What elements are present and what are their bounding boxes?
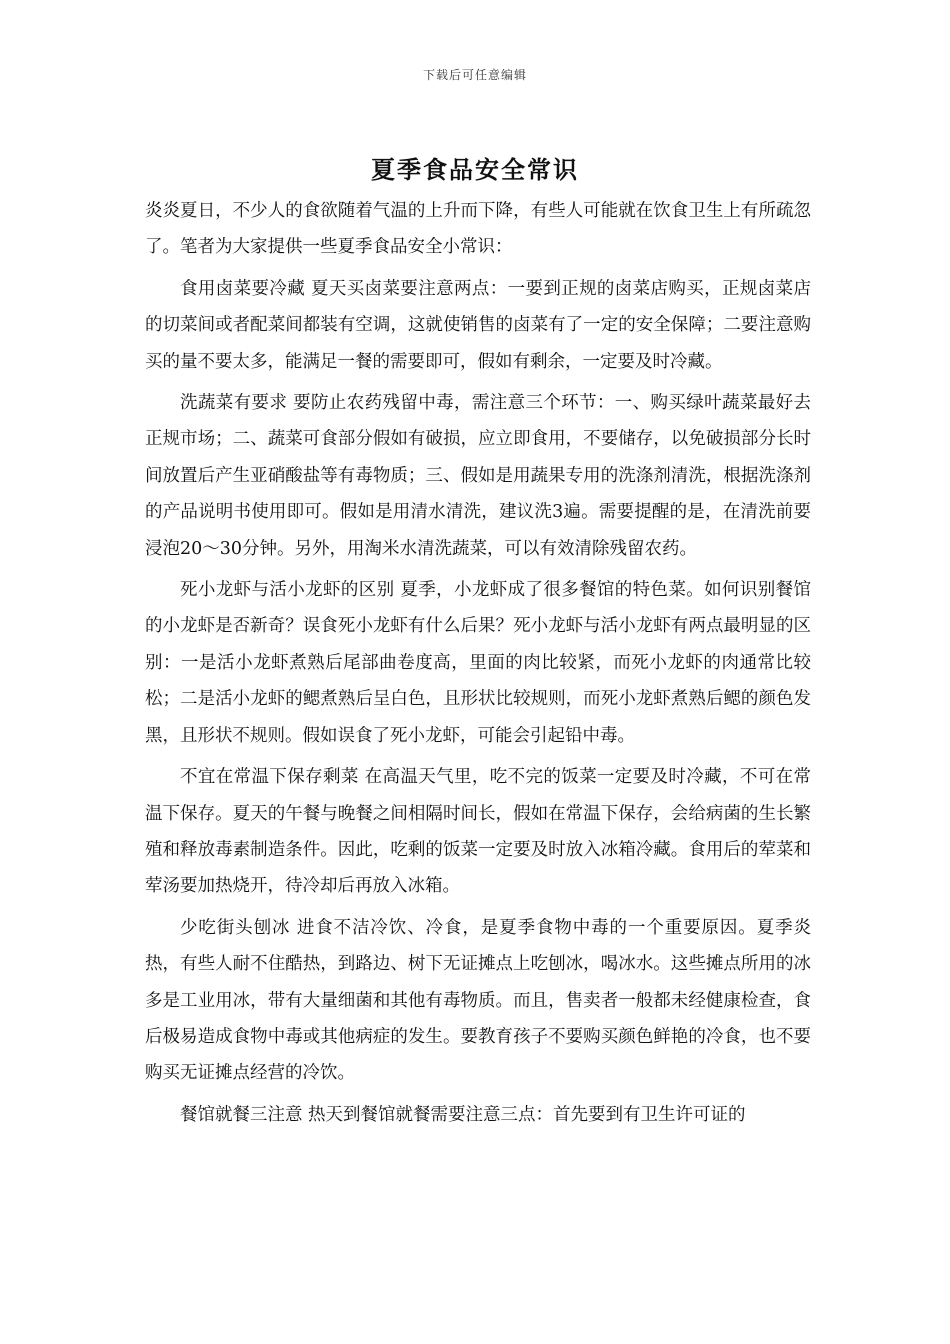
paragraph-intro: 炎炎夏日，不少人的食欲随着气温的上升而下降，有些人可能就在饮食卫生上有所疏忽了。笔者为大家提供一些夏季食品安全小常识：: [145, 201, 811, 258]
paragraph-shaved-ice: 少吃街头刨冰 进食不洁冷饮、冷食，是夏季食物中毒的一个重要原因。夏季炎热，有些人耐不住酷热，到路边、树下无证摊点上吃刨冰，喝冰水。这些摊点所用的冰多是工业用冰，带有大量细菌和其他有毒物质。而且，售卖者一般都未经健康检查，食后极易造成食物中毒或其他病症的发生。要教育孩子不要购买颜色鲜艳的冷食，也不要购买无证摊点经营的冷饮。: [145, 917, 811, 1084]
header-note: 下载后可任意编辑: [422, 68, 527, 82]
paragraph-crayfish: 死小龙虾与活小龙虾的区别 夏季，小龙虾成了很多餐馆的特色菜。如何识别餐馆的小龙虾是否新奇？误食死小龙虾有什么后果？死小龙虾与活小龙虾有两点最明显的区别：一是活小龙虾煮熟后尾部曲卷度高，里面的肉比较紧，而死小龙虾的肉通常比较松；二是活小龙虾的鳃煮熟后呈白色，且形状比较规则，而死小龙虾煮熟后鳃的颜色发黑，且形状不规则。假如误食了死小龙虾，可能会引起铅中毒。: [145, 580, 811, 746]
paragraph-washing-vegetables: 洗蔬菜有要求 要防止农药残留中毒，需注意三个环节：一、购买绿叶蔬菜最好去正规市场；二、蔬菜可食部分假如有破损，应立即食用，不要储存，以免破损部分长时间放置后产生亚硝酸盐等有毒物质；三、假如是用蔬果专用的洗涤剂清洗，根据洗涤剂的产品说明书使用即可。假如是用清水清洗，建议洗3遍。需要提醒的是，在清洗前要浸泡20～30分钟。另外，用淘米水清洗蔬菜，可以有效清除残留农药。: [145, 393, 811, 559]
paragraph-leftovers: 不宜在常温下保存剩菜 在高温天气里，吃不完的饭菜一定要及时冷藏，不可在常温下保存。夏天的午餐与晚餐之间相隔时间长，假如在常温下保存，会给病菌的生长繁殖和释放毒素制造条件。因此，吃剩的饭菜一定要及时放入冰箱冷藏。食用后的荤菜和荤汤要加热烧开，待冷却后再放入冰箱。: [145, 767, 811, 897]
document-title: 夏季食品安全常识: [371, 155, 579, 184]
document-body: [145, 193, 811, 1138]
paragraph-restaurant-dining: 餐馆就餐三注意 热天到餐馆就餐需要注意三点：首先要到有卫生许可证的: [180, 1104, 746, 1125]
paragraph-braised-food: 食用卤菜要冷藏 夏天买卤菜要注意两点：一要到正规的卤菜店购买，正规卤菜店的切菜间或者配菜间都装有空调，这就使销售的卤菜有了一定的安全保障；二要注意购买的量不要太多，能满足一餐的需要即可，假如有剩余，一定要及时冷藏。: [145, 278, 811, 372]
